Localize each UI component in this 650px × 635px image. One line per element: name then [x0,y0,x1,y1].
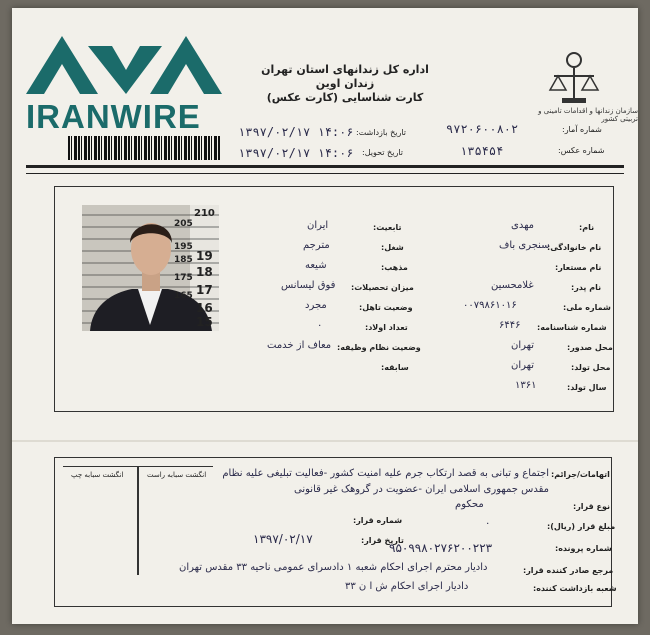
case-details-box [54,457,617,607]
stat-no-label: شماره آمار: [562,125,602,134]
occupation-value: مترجم [303,240,330,251]
bail-label: مبلغ قرار (ریال): [547,522,616,531]
last-name-label: نام خانوادگی: [547,243,602,252]
religion-label: مذهب: [381,263,408,272]
order-date-value: ۱۳۹۷/۰۲/۱۷ [253,532,313,546]
paper-fold [12,440,638,442]
military-status-label: وضعیت نظام وظیفه: [337,343,421,352]
file-no-label: شماره پرونده: [555,544,612,553]
order-type-label: نوع قرار: [573,502,611,511]
children-count-label: تعداد اولاد: [365,323,408,332]
height-mark-7: 175 [174,273,193,283]
nationality-value: ایران [307,220,329,231]
alias-label: نام مستعار: [555,263,602,272]
birth-cert-label: شماره شناسنامه: [537,323,607,332]
father-name-label: نام پدر: [571,283,602,292]
height-mark-10: 16 [196,301,213,315]
detaining-branch-value: دادیار اجرای احکام ش ا ن ۳۳ [345,581,469,592]
birth-place-label: محل تولد: [571,363,611,372]
org-line-2: زندان اوین [315,77,375,90]
charges-line-1: اجتماع و تبانی به قصد ارتکاب جرم علیه امنیت کشور -فعالیت تبلیغی علیه نظام [222,468,549,479]
national-id-label: شماره ملی: [563,303,611,312]
order-date-label: تاریخ قرار: [361,536,404,545]
issue-place-label: محل صدور: [567,343,613,352]
photo-no-value: ۱۳۵۴۵۴ [460,144,504,158]
file-no-value: ۹۵۰۹۹۸۰۲۷۶۲۰۰۲۲۳ [389,541,493,555]
org-line-1: اداره کل زندانهای استان تهران [261,63,429,76]
birth-cert-value: ۶۴۴۶ [499,320,521,331]
religion-value: شیعه [305,260,327,271]
watermark-logo-text: IRANWIRE [26,98,201,135]
first-name-value: مهدی [511,220,535,231]
height-mark-3: 195 [174,242,193,252]
record-label: سابقه: [381,363,409,372]
org-line-3: کارت شناسایی (کارت عکس) [266,91,424,104]
detaining-branch-label: شعبه بازداشت کننده: [533,584,617,593]
issue-date-label: تاریخ بازداشت: [356,128,407,137]
occupation-label: شغل: [381,243,404,252]
order-no-label: شماره قرار: [353,516,403,525]
bail-value: ۰ [485,518,491,529]
prison-seal-icon [546,48,602,106]
height-mark-9: 165 [174,291,193,301]
delivery-date-value: ۱۴:۰۶ ۱۳۹۷/۰۲/۱۷ [238,146,354,160]
birth-year-value: ۱۳۶۱ [515,380,537,391]
height-mark-11: 15 [196,315,213,329]
header-divider [26,165,624,168]
height-mark-8: 17 [196,283,213,297]
issuer-label: مرجع صادر کننده قرار: [523,566,614,575]
charges-label: اتهامات/جرائم: [551,470,610,479]
marital-status-value: مجرد [305,300,327,311]
issuer-value: دادیار محترم اجرای احکام شعبه ۱ دادسرای عمومی ناحیه ۳۳ مقدس تهران [179,562,488,573]
education-value: فوق لیسانس [281,280,336,291]
stat-no-value: ۹۷۲۰۶۰۰۸۰۲ [446,122,519,136]
height-mark-4: 19 [196,249,213,263]
photo-no-label: شماره عکس: [558,146,605,155]
charges-line-3: محکوم [455,499,484,510]
marital-status-label: وضعیت تاهل: [359,303,413,312]
id-card-paper [12,8,638,624]
height-mark-5: 185 [174,255,193,265]
delivery-date-label: تاریخ تحویل: [362,148,403,157]
first-name-label: نام: [579,223,595,232]
nationality-label: تابعیت: [373,223,402,232]
height-mark-1: 210 [194,208,215,219]
issue-place-value: تهران [511,340,535,351]
birth-year-label: سال تولد: [567,383,607,392]
height-mark-6: 18 [196,265,213,279]
header-divider-thin [26,173,624,174]
organisation-title [250,63,440,105]
mugshot-photo [82,205,219,331]
birth-place-value: تهران [511,360,535,371]
issue-date-value: ۱۴:۰۶ ۱۳۹۷/۰۲/۱۷ [238,125,354,139]
personal-info-box [54,186,614,412]
children-count-value: ۰ [317,320,323,331]
fingerprint-left-label: انگشت سبابه چپ [71,471,124,479]
education-label: میزان تحصیلات: [351,283,414,292]
last-name-value: سنجری باف [499,240,550,251]
military-status-value: معاف از خدمت [267,340,332,351]
barcode [68,136,220,160]
father-name-value: غلامحسین [491,280,534,291]
fingerprint-divider [137,467,139,575]
height-mark-2: 205 [174,219,193,229]
fingerprint-right-label: انگشت سبابه راست [147,471,207,479]
fingerprint-box [63,466,213,575]
charges-line-2: مقدس جمهوری اسلامی ایران -عضویت در گروهک غیر قانونی [294,484,549,495]
national-id-value: ۰۰۷۹۸۶۱۰۱۶ [463,300,517,311]
seal-caption: سازمان زندانها و اقدامات تامینی و تربیتی کشور [538,107,638,123]
